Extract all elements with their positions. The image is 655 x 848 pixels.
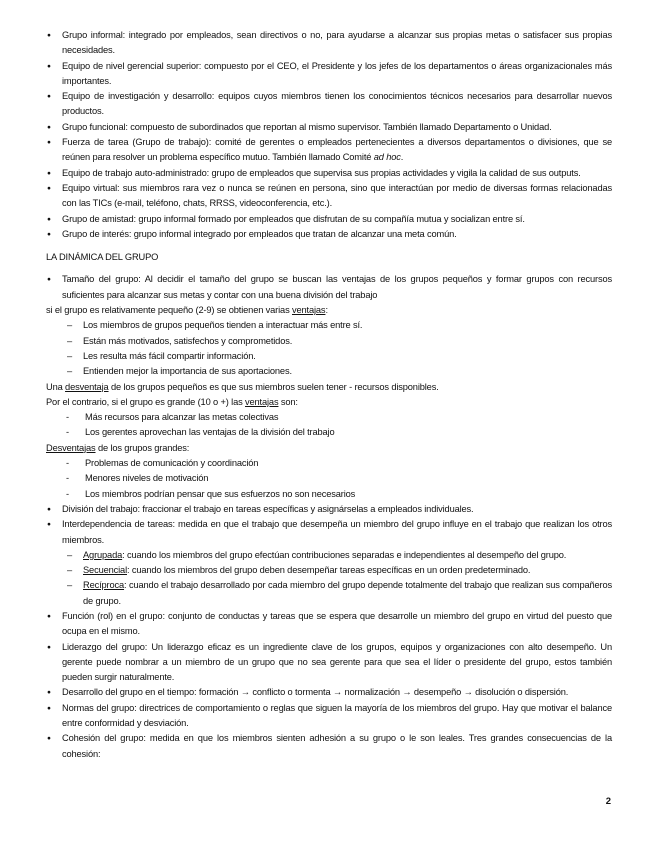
fuerza-text: Fuerza de tarea (Grupo de trabajo): comité de gerentes o empleados pertenecientes a diversos departamentos o divisiones, que se reúnen para resolver un problema específico mutuo. También llamado Comité bbox=[62, 137, 612, 163]
bullet-tamano-grupo: ● Tamaño del grupo: Al decidir el tamaño del grupo se buscan las ventajas de los grupos pequeños y formar grupos con recursos suficientes para alcanzar sus metas y contar con una buena división del trabajo bbox=[46, 272, 612, 303]
list-item: – Los miembros de grupos pequeños tienden a interactuar más entre sí. bbox=[46, 318, 612, 333]
fuerza-emphasis: ad hoc bbox=[373, 152, 401, 163]
bullet-equipo-auto-administrado: ● Equipo de trabajo auto-administrado: grupo de empleados que supervisa sus propias actividades y vigila la calidad de sus outputs. bbox=[46, 166, 612, 181]
def-secuencial: : cuando los miembros del grupo deben desempeñar tareas específicas en un orden predeterminado. bbox=[126, 565, 531, 576]
dis-pre: Una bbox=[46, 381, 66, 392]
bullet-grupo-informal: ● Grupo informal: integrado por empleados, sean directivos o no, para ayudarse a alcanzar sus propias metas o satisfacer sus propias necesidades. bbox=[46, 28, 612, 59]
small-intro-text: si el grupo es relativamente pequeño (2-9) se obtienen varias bbox=[46, 305, 292, 316]
bullet-equipo-nivel-gerencial: ● Equipo de nivel gerencial superior: compuesto por el CEO, el Presidente y los jefes de los departamentos o áreas organizacionales más importantes. bbox=[46, 59, 612, 90]
term-reciproca: Recíproca bbox=[83, 580, 125, 591]
bullet-normas: ● Normas del grupo: directrices de comportamiento o reglas que siguen la mayoría de los miembros del grupo. Hay que motivar el balance entre conformidad y desviación. bbox=[46, 701, 612, 732]
term-secuencial: Secuencial bbox=[83, 565, 127, 576]
list-item bbox=[46, 578, 612, 609]
list-item: - Más recursos para alcanzar las metas colectivas bbox=[46, 410, 612, 425]
bullet-desarrollo: ● Desarrollo del grupo en el tiempo: formación → conflicto o tormenta → normalización → desempeño → disolución o dispersión. bbox=[46, 685, 612, 700]
list-item: – Entienden mejor la importancia de sus aportaciones. bbox=[46, 364, 612, 379]
bullet-funcion-rol: ● Función (rol) en el grupo: conjunto de conductas y tareas que se espera que desarrolle un miembro del grupo en virtud del puesto que ocupa en el mismo. bbox=[46, 609, 612, 640]
list-item: - Los gerentes aprovechan las ventajas de la división del trabajo bbox=[46, 425, 612, 440]
list-item: – Les resulta más fácil compartir información. bbox=[46, 349, 612, 364]
page-number: 2 bbox=[605, 796, 611, 807]
large-underlined: ventajas bbox=[245, 396, 279, 407]
bullet-cohesion: ● Cohesión del grupo: medida en que los miembros sienten adhesión a su grupo o le son leales. Tres grandes consecuencias de la cohesión: bbox=[46, 731, 612, 762]
large-group-intro bbox=[46, 395, 612, 410]
list-item bbox=[46, 548, 612, 563]
large-group-disadvantages bbox=[46, 441, 612, 456]
def-agrupada: : cuando los miembros del grupo efectúan contribuciones separadas e independientes al desempeño del grupo. bbox=[122, 549, 567, 560]
bullet-fuerza-de-tarea bbox=[46, 135, 612, 166]
list-item bbox=[46, 563, 612, 578]
def-reciproca: : cuando el trabajo desarrollado por cada miembro del grupo depende totalmente del trabajo que realizan sus compañeros de grupo. bbox=[83, 580, 612, 606]
dis-underlined: desventaja bbox=[65, 381, 109, 392]
large-pre: Por el contrario, si el grupo es grande (10 o +) las bbox=[46, 396, 246, 407]
small-group-disadvantage bbox=[46, 380, 612, 395]
list-item: – Están más motivados, satisfechos y comprometidos. bbox=[46, 334, 612, 349]
bullet-interdependencia: ● Interdependencia de tareas: medida en que el trabajo que desempeña un miembro del grupo influye en el trabajo que realizan los otros miembros. bbox=[46, 517, 612, 548]
bullet-grupo-amistad: ● Grupo de amistad: grupo informal formado por empleados que disfrutan de su compañía mutua y socializan entre sí. bbox=[46, 212, 612, 227]
large-post: son: bbox=[278, 396, 298, 407]
bullet-equipo-virtual: ● Equipo virtual: sus miembros rara vez o nunca se reúnen en persona, sino que interactúan por medio de diversas formas relacionadas con las TICs (e-mail, teléfono, chats, RRSS, videoconferencia, etc.). bbox=[46, 181, 612, 212]
term-agrupada: Agrupada bbox=[83, 549, 123, 560]
section-heading: LA DINÁMICA DEL GRUPO bbox=[46, 252, 159, 263]
bullet-grupo-funcional: ● Grupo funcional: compuesto de subordinados que reportan al mismo supervisor. También llamado Departamento o Unidad. bbox=[46, 120, 612, 135]
document-page bbox=[46, 28, 612, 762]
dis-post: de los grupos pequeños es que sus miembros suelen tener - recursos disponibles. bbox=[108, 381, 439, 392]
bullet-division-trabajo: ● División del trabajo: fraccionar el trabajo en tareas específicas y asignárselas a empleados individuales. bbox=[46, 502, 612, 517]
small-intro-end: : bbox=[325, 305, 328, 316]
small-group-intro bbox=[46, 303, 612, 318]
list-item: - Los miembros podrían pensar que sus esfuerzos no son necesarios bbox=[46, 487, 612, 502]
list-item: - Menores niveles de motivación bbox=[46, 471, 612, 486]
bullet-equipo-investigacion: ● Equipo de investigación y desarrollo: equipos cuyos miembros tienen los conocimientos técnicos necesarios para desarrollar nuevos productos. bbox=[46, 89, 612, 120]
ldis-underlined: Desventajas bbox=[46, 442, 96, 453]
bullet-grupo-interes: ● Grupo de interés: grupo informal integrado por empleados que tratan de alcanzar una meta común. bbox=[46, 227, 612, 242]
ldis-post: de los grupos grandes: bbox=[95, 442, 190, 453]
small-advantages-underlined: ventajas bbox=[292, 305, 326, 316]
bullet-liderazgo: ● Liderazgo del grupo: Un liderazgo eficaz es un ingrediente clave de los grupos, equipos y organizaciones con alto desempeño. Un gerente puede nombrar a un miembro de un grupo que no sea gerente para que sea el líder o presidente del grupo, estos también pueden surgir naturalmente. bbox=[46, 640, 612, 686]
list-item: - Problemas de comunicación y coordinación bbox=[46, 456, 612, 471]
fuerza-end: . bbox=[400, 152, 404, 163]
